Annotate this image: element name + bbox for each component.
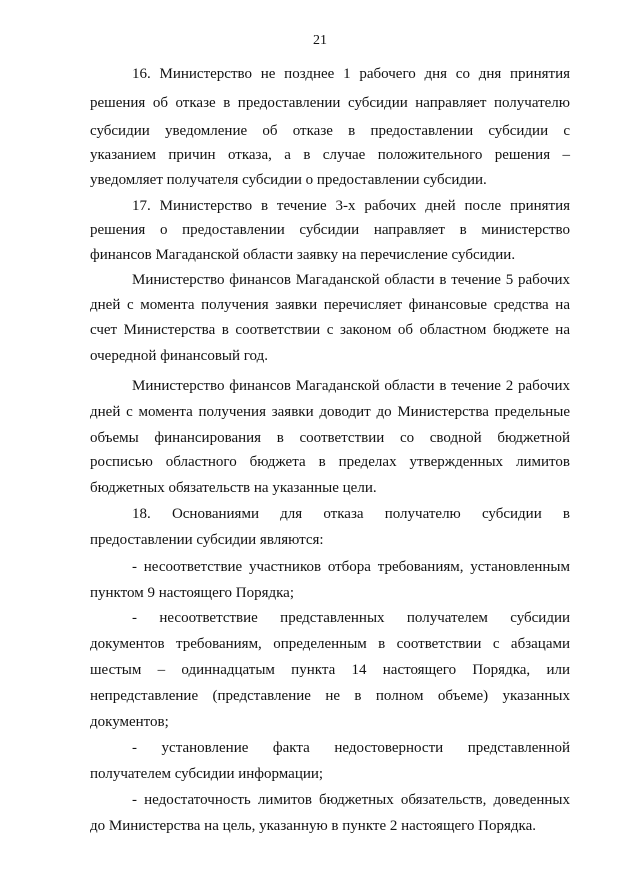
text-line: непредставление (представление не в полном объеме) указанных — [90, 688, 570, 704]
text-line: решения о предоставлении субсидии направляет в министерство — [90, 222, 570, 238]
text-line: получателем субсидии информации; — [90, 766, 324, 782]
text-line: очередной финансовый год. — [90, 348, 268, 364]
text-line: - недостаточность лимитов бюджетных обязательств, доведенных — [132, 792, 570, 808]
text-line: - несоответствие участников отбора требованиям, установленным — [132, 559, 570, 575]
text-line: бюджетных обязательств на указанные цели. — [90, 480, 377, 496]
text-line: документов требованиям, определенным в соответствии с абзацами — [90, 636, 570, 652]
text-line: указанием причин отказа, а в случае положительного решения – — [90, 147, 570, 163]
text-line: до Министерства на цель, указанную в пункте 2 настоящего Порядка. — [90, 818, 537, 834]
text-line: дней с момента получения заявки перечисляет финансовые средства на — [90, 297, 570, 313]
page-number: 21 — [313, 33, 327, 48]
text-line: росписью областного бюджета в пределах утвержденных лимитов — [90, 454, 570, 470]
text-line: Министерство финансов Магаданской области в течение 5 рабочих — [132, 272, 570, 288]
text-line: 18. Основаниями для отказа получателю субсидии в — [132, 506, 570, 522]
text-line: счет Министерства в соответствии с законом об областном бюджете на — [90, 322, 570, 338]
text-line: Министерство финансов Магаданской области в течение 2 рабочих — [132, 378, 570, 394]
text-line: дней с момента получения заявки доводит до Министерства предельные — [90, 404, 570, 420]
text-line: - установление факта недостоверности представленной — [132, 740, 570, 756]
text-line: пунктом 9 настоящего Порядка; — [90, 585, 295, 601]
text-line: 17. Министерство в течение 3-х рабочих дней после принятия — [132, 198, 570, 214]
text-line: - несоответствие представленных получателем субсидии — [132, 610, 570, 626]
text-line: предоставлении субсидии являются: — [90, 532, 324, 548]
text-line: объемы финансирования в соответствии со сводной бюджетной — [90, 430, 570, 446]
text-line: решения об отказе в предоставлении субсидии направляет получателю — [90, 95, 570, 111]
text-line: шестым – одиннадцатым пункта 14 настоящего Порядка, или — [90, 662, 570, 678]
text-line: финансов Магаданской области заявку на перечисление субсидии. — [90, 247, 516, 263]
text-line: 16. Министерство не позднее 1 рабочего дня со дня принятия — [132, 66, 570, 82]
text-line: субсидии уведомление об отказе в предоставлении субсидии с — [90, 123, 570, 139]
text-line: документов; — [90, 714, 169, 730]
text-line: уведомляет получателя субсидии о предоставлении субсидии. — [90, 172, 487, 188]
